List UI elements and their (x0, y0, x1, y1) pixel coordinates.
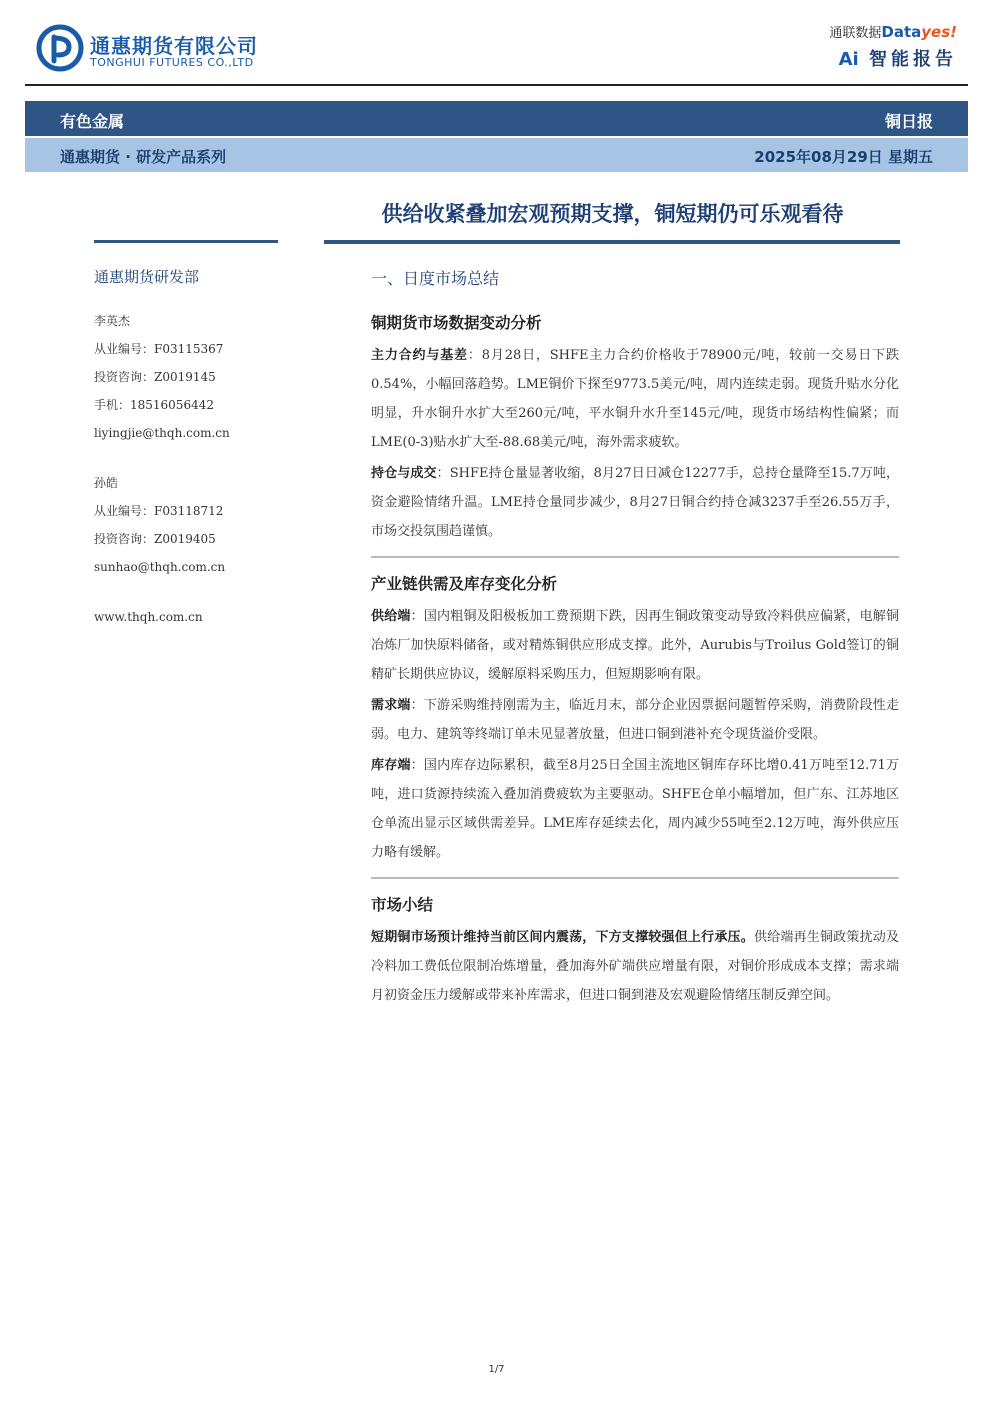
paragraph-label: 库存端 (371, 758, 411, 773)
paragraph-text: ：国内库存边际累积，截至8月25日全国主流地区铜库存环比增0.41万吨至12.71万吨，进口货源持续流入叠加消费疲软为主要驱动。SHFE仓单小幅增加，但广东、江苏地区仓单流出显示区域供需差异。LME库存延续去化，周内减少55吨至2.12万吨，海外供应压力略有缓解。 (371, 758, 899, 860)
partner-brand: Data (881, 23, 922, 41)
analyst-license: 从业编号：F03118712 (94, 504, 224, 518)
paragraph (371, 923, 899, 1010)
analyst-name: 孙皓 (94, 476, 119, 490)
main-content (371, 266, 899, 1012)
website-link[interactable]: www.thqh.com.cn (94, 610, 203, 624)
title-rule (324, 240, 900, 244)
paragraph-label: 需求端 (371, 698, 411, 713)
company-name-en: TONGHUI FUTURES CO.,LTD (90, 56, 254, 69)
analyst-name: 李英杰 (94, 314, 131, 328)
paragraph-text: ：国内粗铜及阳极板加工费预期下跌，因再生铜政策变动导致冷料供应偏紧，电解铜冶炼厂加快原料储备，或对精炼铜供应形成支撑。此外，Aurubis与Troilus Gold签订的铜精矿长期供应协议，缓解原料采购压力，但短期影响有限。 (371, 609, 899, 682)
analyst-email[interactable]: sunhao@thqh.com.cn (94, 560, 226, 574)
partner-yes: yes! (921, 23, 957, 41)
paragraph (371, 341, 899, 457)
ai-mark: Ai (838, 49, 859, 70)
ai-report-text: 智能报告 (869, 49, 957, 70)
section-divider (371, 877, 899, 879)
analyst-sidebar (94, 266, 294, 631)
block-heading: 产业链供需及库存变化分析 (371, 575, 558, 593)
section-divider (371, 556, 899, 558)
block-heading: 市场小结 (371, 896, 434, 914)
analyst-license: 从业编号：F03115367 (94, 342, 224, 356)
series-band (25, 138, 968, 172)
partner-logo (737, 22, 957, 72)
analyst-email[interactable]: liyingjie@thqh.com.cn (94, 426, 230, 440)
category-label: 有色金属 (60, 112, 125, 131)
paragraph-text: ：下游采购维持刚需为主，临近月末，部分企业因票据问题暂停采购，消费阶段性走弱。电力、建筑等终端订单未见显著放量，但进口铜到港补充令现货溢价受限。 (371, 698, 899, 742)
paragraph (371, 602, 899, 689)
company-logo (36, 24, 276, 74)
paragraph (371, 459, 899, 546)
ai-report-label (737, 45, 957, 71)
paragraph-text: ：8月28日，SHFE主力合约价格收于78900元/吨，较前一交易日下跌0.54%，小幅回落趋势。LME铜价下探至9773.5美元/吨，周内连续走弱。现货升贴水分化明显，升水铜升水扩大至260元/吨，平水铜升水升至145元/吨，现货市场结构性偏紧；而LME(0-3)贴水扩大至-88.68美元/吨，海外需求疲软。 (371, 348, 899, 450)
paragraph-label: 供给端 (371, 609, 411, 624)
header-divider (25, 84, 968, 86)
company-name-cn: 通惠期货有限公司 (90, 34, 258, 58)
report-date: 2025年08月29日 星期五 (754, 148, 933, 166)
paragraph-label: 主力合约与基差 (371, 348, 468, 363)
company-logo-icon (36, 24, 84, 72)
paragraph-label: 短期铜市场预计维持当前区间内震荡，下方支撑较强但上行承压。 (371, 930, 754, 945)
analyst-consult: 投资咨询：Z0019405 (94, 532, 216, 546)
partner-brand-line (737, 22, 957, 41)
analyst-phone: 手机：18516056442 (94, 398, 214, 412)
series-label: 通惠期货 · 研发产品系列 (60, 148, 227, 166)
paragraph-text: 供给端再生铜政策扰动及冷料加工费低位限制冶炼增量，叠加海外矿端供应增量有限，对铜价形成成本支撑；需求端月初资金压力缓解或带来补库需求，但进口铜到港及宏观避险情绪压制反弹空间。 (371, 930, 899, 1003)
paragraph (371, 691, 899, 749)
category-band (25, 101, 968, 136)
department-name: 通惠期货研发部 (94, 268, 200, 286)
partner-prefix: 通联数据 (829, 26, 882, 41)
paragraph (371, 751, 899, 867)
sidebar-rule (94, 240, 278, 243)
section-title: 一、日度市场总结 (371, 269, 500, 288)
report-title: 供给收紧叠加宏观预期支撑，铜短期仍可乐观看待 (381, 202, 844, 226)
page-number: 1/7 (488, 1364, 505, 1375)
paragraph-label: 持仓与成交 (371, 466, 437, 481)
report-type-label: 铜日报 (884, 112, 933, 131)
block-heading: 铜期货市场数据变动分析 (371, 314, 542, 332)
analyst-consult: 投资咨询：Z0019145 (94, 370, 216, 384)
paragraph-text: ：SHFE持仓量显著收缩，8月27日日减仓12277手，总持仓量降至15.7万吨，资金避险情绪升温。LME持仓量同步减少，8月27日铜合约持仓减3237手至26.55万手，市场交投氛围趋谨慎。 (371, 466, 899, 539)
